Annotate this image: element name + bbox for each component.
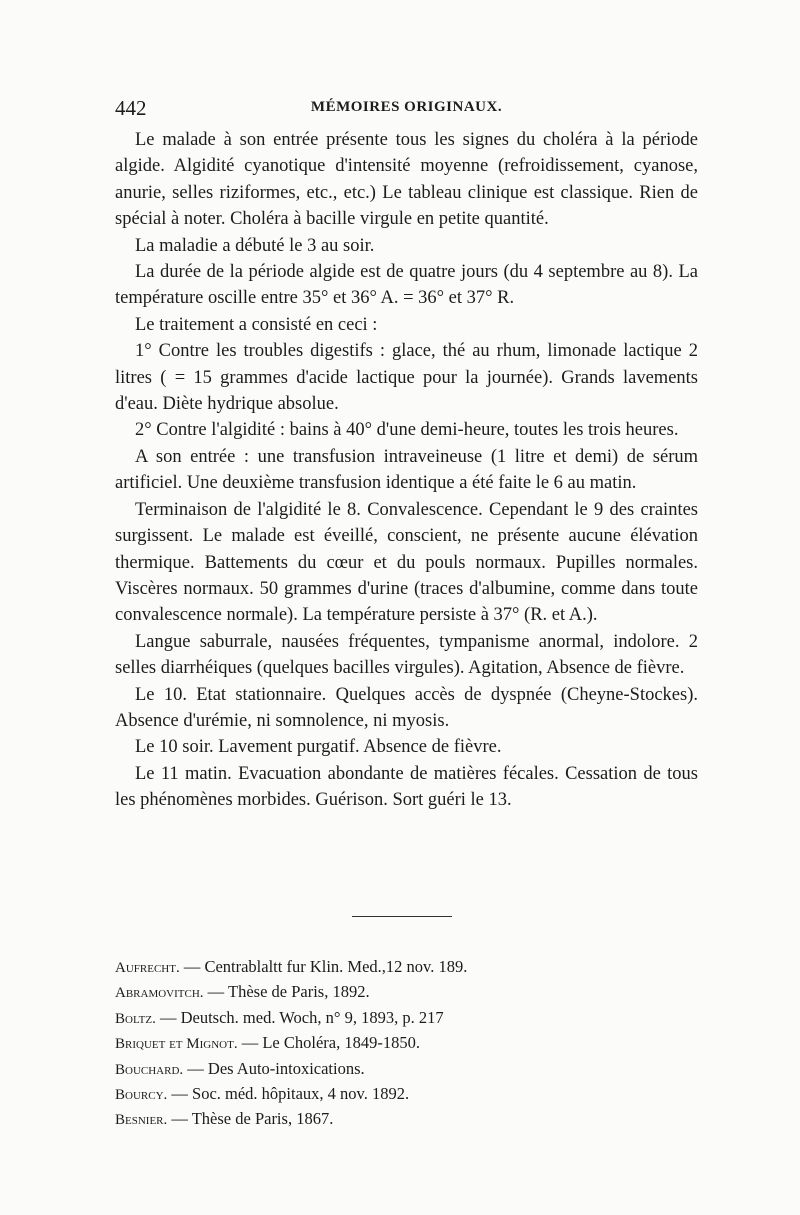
paragraph: 2° Contre l'algidité : bains à 40° d'une demi-heure, toutes les trois heures. — [135, 420, 679, 441]
reference-text: — Centrablaltt fur Klin. Med.,12 nov. 189. — [179, 957, 468, 976]
paragraph: Le 10 soir. Lavement purgatif. Absence de fièvre. — [135, 737, 502, 758]
page-header — [115, 96, 698, 124]
body-text — [115, 127, 698, 814]
paragraph: Langue saburrale, nausées fréquentes, tympanisme anormal, indolore. 2 selles diarrhéiques (quelques bacilles virgules). Agitation, Absence de fièvre. — [115, 631, 698, 679]
reference-entry — [115, 1006, 698, 1031]
reference-entry — [115, 980, 698, 1005]
paragraph: Le 11 matin. Evacuation abondante de matières fécales. Cessation de tous les phénomènes morbides. Guérison. Sort guéri le 13. — [115, 763, 698, 811]
reference-text: — Soc. méd. hôpitaux, 4 nov. 1892. — [167, 1084, 410, 1104]
reference-entry — [115, 955, 698, 980]
reference-entry — [115, 1082, 698, 1107]
reference-entry — [115, 1057, 698, 1082]
reference-text: — Thèse de Paris, 1867. — [167, 1109, 334, 1129]
reference-author: Bourcy. — [115, 1087, 168, 1104]
paragraph: Le traitement a consisté en ceci : — [135, 314, 378, 335]
reference-author: Boltz. — [115, 1010, 156, 1027]
paragraph: A son entrée : une transfusion intraveineuse (1 litre et demi) de sérum artificiel. Une deuxième transfusion identique a été faite le 6 au matin. — [115, 446, 698, 494]
page-number: 442 — [115, 96, 147, 120]
reference-author: Briquet et Mignot. — [115, 1036, 238, 1053]
reference-author: Besnier. — [115, 1112, 168, 1129]
reference-author: Aufrecht. — [115, 960, 180, 976]
reference-text: — Thèse de Paris, 1892. — [203, 982, 370, 1002]
paragraph: La maladie a débuté le 3 au soir. — [135, 235, 375, 256]
references-list — [115, 955, 698, 1133]
section-divider — [352, 916, 452, 917]
reference-text: — Deutsch. med. Woch, n° 9, 1893, p. 217 — [155, 1007, 444, 1027]
paragraph: La durée de la période algide est de quatre jours (du 4 septembre au 8). La température oscille entre 35° et 36° A. = 36° et 37° R. — [115, 262, 698, 309]
paragraph: Le malade à son entrée présente tous les signes du choléra à la période algide. Algidité cyanotique d'intensité moyenne (refroidissement, cyanose, anurie, selles riziformes, etc., etc.) Le tableau clinique est classique. Rien de spécial à noter. Choléra à bacille virgule en petite quantité. — [115, 130, 698, 230]
reference-text: — Des Auto-intoxications. — [183, 1058, 365, 1078]
reference-author: Abramovitch. — [115, 985, 204, 1002]
paragraph: Le 10. Etat stationnaire. Quelques accès de dyspnée (Cheyne-Stockes). Absence d'urémie, ni somnolence, ni myosis. — [115, 684, 698, 731]
reference-text: — Le Choléra, 1849-1850. — [237, 1033, 420, 1053]
reference-author: Bouchard. — [115, 1061, 184, 1078]
reference-entry — [115, 1031, 698, 1056]
reference-entry — [115, 1107, 698, 1132]
paragraph: Terminaison de l'algidité le 8. Convalescence. Cependant le 9 des craintes surgissent. Le malade est éveillé, conscient, ne présente aucune élévation thermique. Battements du cœur et du pouls normaux. Pupilles normales. Viscères normaux. 50 grammes d'urine (traces d'albumine, comme dans toute convalescence normale). La température persiste à 37° (R. et A.). — [115, 499, 698, 626]
running-title: MÉMOIRES ORIGINAUX. — [310, 99, 503, 115]
paragraph: 1° Contre les troubles digestifs : glace, thé au rhum, limonade lactique 2 litres ( = 15 grammes d'acide lactique pour la journée). Grands lavements d'eau. Diète hydrique absolue. — [115, 341, 698, 415]
